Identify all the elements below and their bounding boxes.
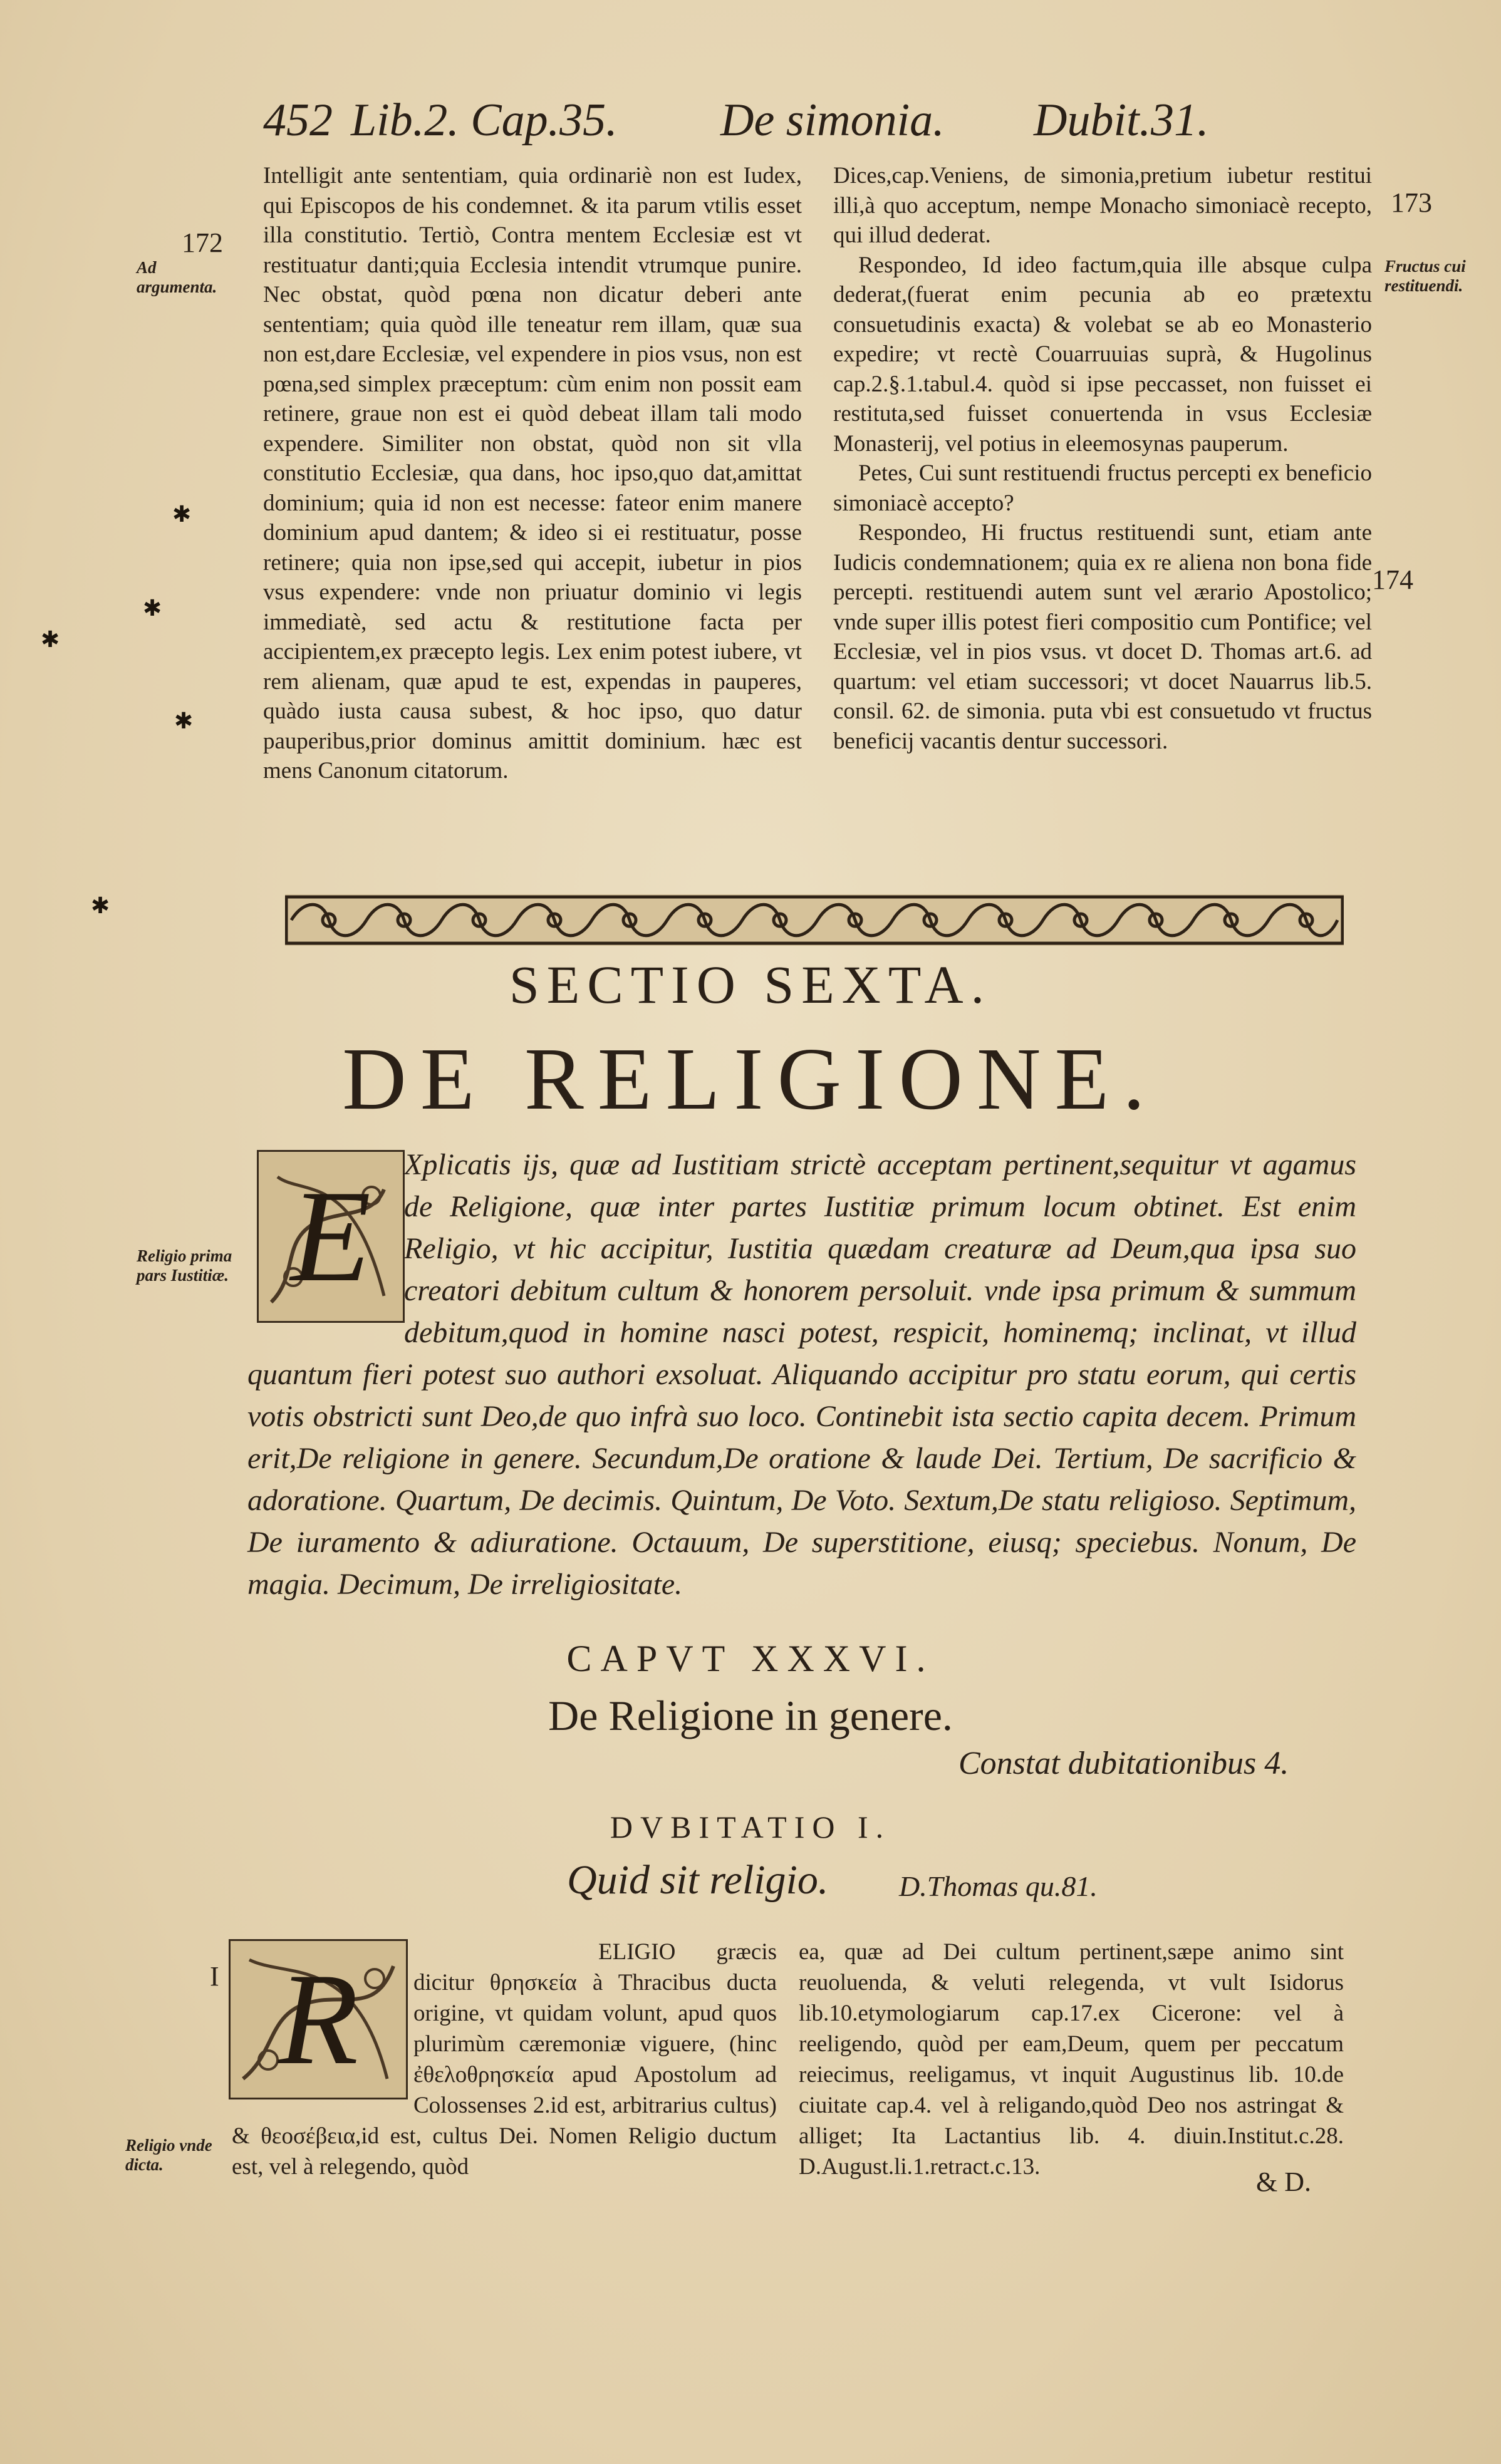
margin-number: 173 [1391,187,1432,218]
margin-note: Religio prima pars Iustitiæ. [137,1246,232,1285]
initial-letter: R [278,1946,359,2092]
chapter-ref: Lib.2. Cap.35. [351,95,618,146]
topic-title: De simonia. [720,95,945,146]
intro-paragraph [247,1144,1356,1605]
margin-note: Ad argumenta. [137,258,217,296]
bottom-left-column [232,1937,777,2182]
paragraph: Dices,cap.Veniens, de simonia,pretium iubetur restitui illi,à quo acceptum, nempe Monacho simoniacè recepto, qui illud dederat. [833,163,1372,248]
ornamental-border [285,894,1344,946]
question-reference: D.Thomas qu.81. [899,1870,1098,1902]
margin-number: 174 [1372,564,1413,595]
margin-note: Religio vnde dicta. [125,2136,212,2174]
bottom-right-column [799,1937,1344,2182]
initial-letter: E [290,1163,371,1309]
chapter-title: De Religione in genere. [548,1692,953,1739]
paragraph: Respondeo, Id ideo factum,quia ille absque culpa dederat,(fuerat enim pecunia ab eo prætextu consuetudinis exacta) & volebat se ab eo Monasterio expedire; vt rectè Couarruuias suprà, & Hugolinus cap.2.§.1.tabul.4. quòd si ipse peccasset, non fuisset ei restituta,sed fuisset conuertenda in vsus Ecclesiæ Monasterij, vel potius in eleemosynas pauperum. [833,252,1372,457]
catch-word: & D. [1256,2166,1311,2197]
chapter-note: Constat dubitationibus 4. [958,1746,1289,1781]
top-right-column [833,161,1372,756]
paragraph-text: ELIGIO græcis dicitur θρησκεία à Thracibus ducta origine, vt quidam volunt, apud quos plurimùm cæremoniæ viguere, (hinc ἐθελοθρησκεία apud Apostolum ad Colossenses 2.id est, arbitrarius cultus) & θεοσέβεια,id est, cultus Dei. Nomen Religio ductum est, vel à relegendo, quòd [232,1939,777,2180]
margin-note: Fructus cui restituendi. [1384,257,1466,295]
ink-speck-icon: ✱ [143,596,162,621]
section-heading: DE RELIGIONE. [342,1029,1159,1128]
ink-speck-icon: ✱ [172,502,192,527]
dubit-ref: Dubit.31. [1034,95,1209,146]
paragraph: Respondeo, Hi fructus restituendi sunt, etiam ante Iudicis condemnationem; quia ex re aliena non bona fide percepti. restituendi autem sunt vel ærario Apostolico; vnde super illis potest fieri compositio cum Pontifice; vel Ecclesiæ, vel in pios vsus. vt docet D. Thomas art.6. ad quartum: vel etiam successori; vt docet Nauarrus lib.5. consil. 62. de simonia. puta vbi est consuetudo vt fructus beneficij vacantis dentur successori. [833,520,1372,754]
paragraph [232,1937,777,2182]
page-number: 452 [263,95,333,146]
paragraph: Petes, Cui sunt restituendi fructus percepti ex beneficio simoniacè accepto? [833,460,1372,516]
intro-text: Xplicatis ijs, quæ ad Iustitiam strictè acceptam pertinent,sequitur vt agamus de Religione, quæ inter partes Iustitiæ primum locum obtinet. Est enim Religio, vt hic accipitur, Iustitia quædam creaturæ ad Deum,qua ipsa suo creatori debitum cultum & honorem persoluit. vnde ipsa primum & summum debitum,quod in homine nasci potest, respicit, hominemq; inclinat, vt illud quantum fieri potest suo authori exsoluat. Aliquando accipitur pro statu eorum, qui certis votis obstricti sunt Deo,de quo infrà suo loco. Continebit ista sectio capita decem. Primum erit,De religione in genere. Secundum,De oratione & laude Dei. Tertium, De sacrificio & adoratione. Quartum, De decimis. Quintum, De Voto. Sextum,De statu religioso. Septimum, De iuramento & adiuratione. Octauum, De superstitione, eiusq; speciebus. Nonum, De magia. Decimum, De irreligiositate. [247,1148,1356,1601]
dubitatio-heading: DVBITATIO I. [610,1809,891,1845]
top-left-column [263,161,802,786]
paragraph: Intelligit ante sententiam, quia ordinariè non est Iudex, qui Episcopos de his condemnet. & ita parum vtilis esset illa constitutio. Tertiò, Contra mentem Ecclesiæ est vt restituatur danti;quia Ecclesia intendit vtrumque punire. Nec obstat, quòd pœna non dicatur deberi ante sententiam; quia quòd ille teneatur rem illam, quæ sua non est,dare Ecclesiæ, vel expendere in pios vsus, non est pœna,sed simplex præceptum: cùm enim non possit eam retinere, graue non est ei quòd debeat illam tali modo expendere. Similiter non obstat, quòd non sit vlla constitutio Ecclesiæ, qua dans, hoc ipso,quo dat,amittat dominium; quia id non est necesse: fateor enim manere dominium apud dantem; & ideo si ei restituatur, posse retinere; quia non ipse,sed qui accepit, iubetur in pios vsus expendere: vnde non priuatur dominio vi legis immediatè, sed actu & restitutione facta per accipientem,ex præcepto legis. Lex enim potest iubere, vt rem alienam, quæ apud te est, expendas in pauperes, quàdo iusta causa subest, & hoc ipso, quo datur pauperibus,prior dominus amittit dominium. hæc est mens Canonum citatorum. [263,163,802,784]
chapter-number: CAPVT XXXVI. [566,1638,935,1679]
running-head [263,94,1240,150]
section-subheading: SECTIO SEXTA. [509,955,992,1015]
margin-number: 172 [182,227,223,258]
ink-speck-icon: ✱ [91,893,110,918]
paragraph: ea, quæ ad Dei cultum pertinent,sæpe animo sint reuoluenda, & veluti relegenda, vt vult Isidorus lib.10.etymologiarum cap.17.ex Cicerone: vel à reeligendo, quòd per eam,Deum, quem per peccatum reiecimus, reeligamus, vt inquit Augustinus lib. 10.de ciuitate cap.4. vel à religando,quòd Deo nos astringat & alliget; Ita Lactantius lib. 4. diuin.Institut.c.28. D.August.li.1.retract.c.13. [799,1939,1344,2180]
ink-speck-icon: ✱ [174,708,194,733]
question-title: Quid sit religio. [567,1857,829,1903]
ink-speck-icon: ✱ [41,627,60,652]
margin-number: I [210,1961,219,1992]
